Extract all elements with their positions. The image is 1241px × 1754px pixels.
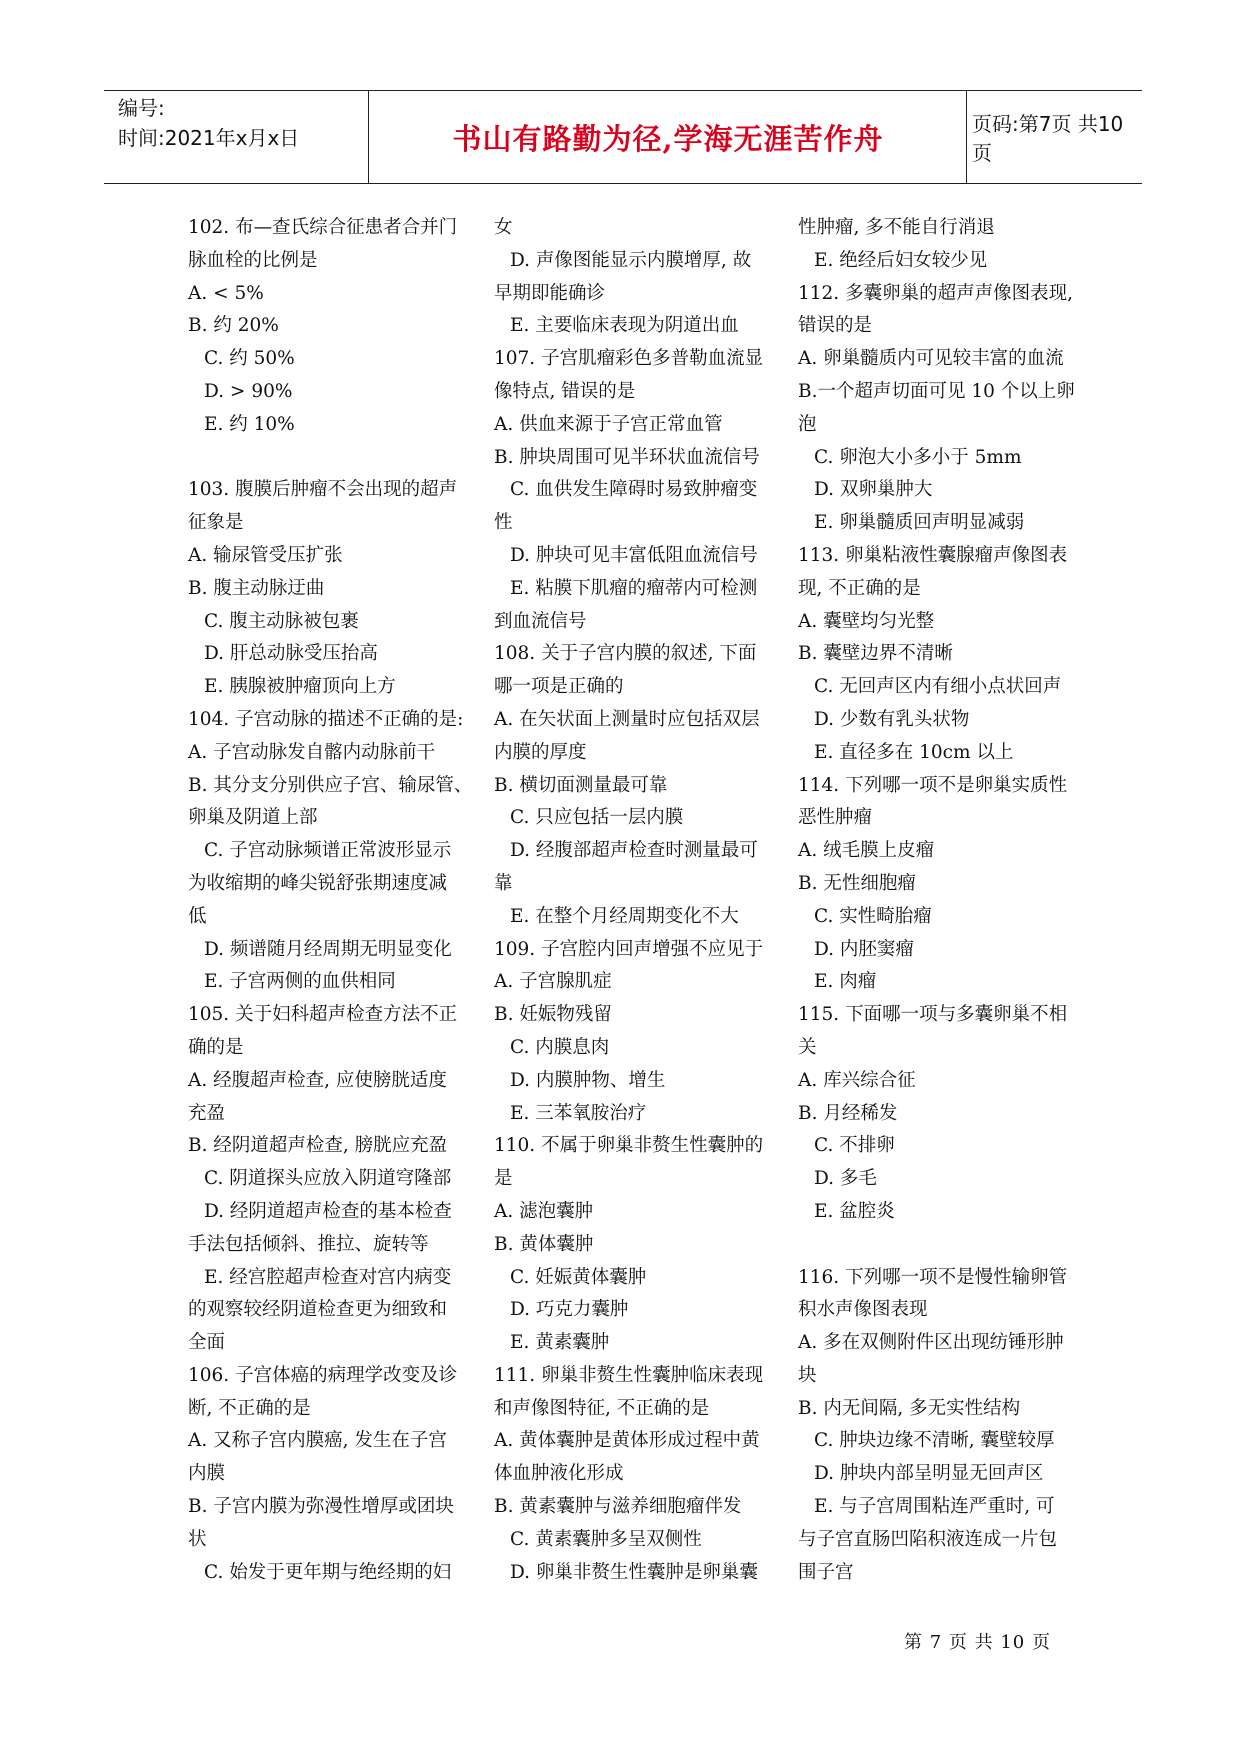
question-line: A. 输尿管受压扩张 — [188, 544, 343, 566]
question-line: 108. 关于子宫内膜的叙述, 下面 — [494, 643, 757, 665]
question-line: 体血肿液化形成 — [494, 1463, 624, 1485]
question-line: E. 盆腔炎 — [814, 1200, 895, 1222]
question-line: B. 经阴道超声检查, 膀胱应充盈 — [188, 1135, 448, 1157]
question-line: C. 无回声区内有细小点状回声 — [814, 676, 1062, 698]
question-line: 115. 下面哪一项与多囊卵巢不相 — [798, 1004, 1068, 1026]
question-line: A. 在矢状面上测量时应包括双层 — [494, 708, 760, 730]
question-line: A. < 5% — [188, 282, 264, 304]
question-line: 到血流信号 — [494, 610, 587, 632]
header-page-code: 页码:第7页 共10页 — [972, 112, 1124, 165]
question-line: B.一个超声切面可见 10 个以上卵 — [798, 380, 1075, 402]
question-line: 断, 不正确的是 — [188, 1397, 311, 1419]
question-line: 106. 子宫体癌的病理学改变及诊 — [188, 1364, 458, 1386]
question-line: 卵巢及阴道上部 — [188, 807, 318, 829]
question-line: 105. 关于妇科超声检查方法不正 — [188, 1004, 458, 1026]
question-line: A. 经腹超声检查, 应使膀胱适度 — [188, 1069, 447, 1091]
page-footer: 第 7 页 共 10 页 — [904, 1632, 1051, 1653]
question-line: 性 — [494, 512, 513, 534]
question-line: A. 又称子宫内膜癌, 发生在子宫 — [188, 1430, 447, 1452]
question-line: A. 黄体囊肿是黄体形成过程中黄 — [494, 1430, 760, 1452]
question-line: C. 子宫动脉频谱正常波形显示 — [204, 840, 452, 862]
question-line: 内膜的厚度 — [494, 741, 587, 763]
question-line: A. 绒毛膜上皮瘤 — [798, 840, 935, 862]
question-line: D. 经腹部超声检查时测量最可 — [510, 840, 758, 862]
question-line: E. 肉瘤 — [814, 971, 877, 993]
question-line: B. 黄素囊肿与滋养细胞瘤伴发 — [494, 1496, 742, 1518]
question-line: 112. 多囊卵巢的超声声像图表现, — [798, 282, 1073, 304]
question-line: B. 腹主动脉迂曲 — [188, 577, 325, 599]
question-line: E. 黄素囊肿 — [510, 1332, 610, 1354]
text-column-2 — [494, 212, 770, 1589]
question-line: C. 肿块边缘不清晰, 囊壁较厚 — [814, 1430, 1055, 1452]
question-line: 113. 卵巢粘液性囊腺瘤声像图表 — [798, 544, 1068, 566]
question-line: 的观察较经阴道检查更为细致和 — [188, 1299, 448, 1321]
question-line: D. 内胚窦瘤 — [814, 938, 914, 960]
question-line: E. 与子宫周围粘连严重时, 可 — [814, 1496, 1055, 1518]
question-line: 111. 卵巢非赘生性囊肿临床表现 — [494, 1364, 764, 1386]
header-meta — [118, 93, 368, 153]
question-line: 块 — [798, 1364, 817, 1386]
question-line: 征象是 — [188, 512, 244, 534]
question-line: A. 多在双侧附件区出现纺锤形肿 — [798, 1332, 1064, 1354]
question-line: 与子宫直肠凹陷积液连成一片包 — [798, 1528, 1058, 1550]
question-line: D. 内膜肿物、增生 — [510, 1069, 666, 1091]
question-line: B. 妊娠物残留 — [494, 1004, 612, 1026]
question-line: 104. 子宫动脉的描述不正确的是: — [188, 708, 464, 730]
header-divider-left — [368, 91, 369, 183]
question-line: E. 子宫两侧的血供相同 — [204, 971, 396, 993]
question-line: B. 月经稀发 — [798, 1102, 898, 1124]
question-line: E. 粘膜下肌瘤的瘤蒂内可检测 — [510, 577, 758, 599]
question-line: C. 腹主动脉被包裹 — [204, 610, 359, 632]
question-line: C. 卵泡大小多小于 5mm — [814, 446, 1022, 468]
question-line: 围子宫 — [798, 1561, 854, 1583]
question-line: A. 子宫动脉发自髂内动脉前干 — [188, 741, 436, 763]
question-line: 性肿瘤, 多不能自行消退 — [798, 217, 995, 238]
question-line: D. 卵巢非赘生性囊肿是卵巢囊 — [510, 1561, 758, 1583]
question-line: 错误的是 — [798, 315, 873, 337]
question-line: A. 库兴综合征 — [798, 1069, 916, 1091]
question-line: D. 肿块可见丰富低阻血流信号 — [510, 544, 758, 566]
question-line: C. 始发于更年期与绝经期的妇 — [204, 1561, 452, 1583]
question-line: B. 囊壁边界不清晰 — [798, 643, 953, 665]
question-line: E. 绝经后妇女较少见 — [814, 249, 988, 271]
question-line: 状 — [188, 1528, 207, 1550]
question-line: 哪一项是正确的 — [494, 676, 624, 698]
question-line: A. 子宫腺肌症 — [494, 971, 612, 993]
question-line: C. 约 50% — [204, 348, 295, 370]
question-line: D. 巧克力囊肿 — [510, 1299, 629, 1321]
question-line: B. 其分支分别供应子宫、输尿管、 — [188, 774, 473, 796]
question-line: 低 — [188, 905, 207, 927]
question-line: B. 无性细胞瘤 — [798, 872, 916, 894]
question-line: D. 少数有乳头状物 — [814, 708, 970, 730]
question-line: 107. 子宫肌瘤彩色多普勒血流显 — [494, 348, 764, 370]
question-line: C. 阴道探头应放入阴道穹隆部 — [204, 1168, 452, 1190]
question-line: D. 肿块内部呈明显无回声区 — [814, 1463, 1044, 1485]
document-number-label: 编号: — [118, 96, 165, 120]
question-line: C. 内膜息肉 — [510, 1036, 610, 1058]
question-line: E. 在整个月经周期变化不大 — [510, 905, 739, 927]
question-line: E. 经宫腔超声检查对宫内病变 — [204, 1266, 452, 1288]
question-line: D. > 90% — [204, 380, 293, 402]
question-line: B. 黄体囊肿 — [494, 1233, 594, 1255]
question-line: 116. 下列哪一项不是慢性输卵管 — [798, 1266, 1068, 1288]
question-line: D. 声像图能显示内膜增厚, 故 — [510, 249, 752, 271]
text-column-1 — [188, 212, 473, 1589]
question-line: A. 供血来源于子宫正常血管 — [494, 413, 723, 435]
question-line: C. 黄素囊肿多呈双侧性 — [510, 1528, 702, 1550]
question-line: B. 横切面测量最可靠 — [494, 774, 668, 796]
question-line: 恶性肿瘤 — [798, 807, 873, 829]
question-line — [188, 442, 464, 475]
question-line: 泡 — [798, 413, 817, 435]
question-line: B. 内无间隔, 多无实性结构 — [798, 1397, 1021, 1419]
question-line: 积水声像图表现 — [798, 1299, 928, 1321]
document-date: 时间:2021年x月x日 — [118, 126, 300, 150]
question-line: 像特点, 错误的是 — [494, 380, 636, 402]
header-divider-right — [966, 91, 967, 183]
question-line: 为收缩期的峰尖锐舒张期速度减 — [188, 872, 448, 894]
question-line: E. 三苯氧胺治疗 — [510, 1102, 647, 1124]
question-line: 是 — [494, 1168, 513, 1190]
question-line: A. 卵巢髓质内可见较丰富的血流 — [798, 348, 1064, 370]
text-column-3 — [798, 212, 1074, 1589]
question-line: 110. 不属于卵巢非赘生性囊肿的 — [494, 1135, 764, 1157]
question-line: E. 约 10% — [204, 413, 295, 435]
question-line: D. 肝总动脉受压抬高 — [204, 643, 378, 665]
question-line: 确的是 — [188, 1036, 244, 1058]
question-line: 现, 不正确的是 — [798, 577, 921, 599]
question-line: 102. 布—查氏综合征患者合并门 — [188, 217, 458, 238]
question-line: D. 双卵巢肿大 — [814, 479, 933, 501]
question-line: E. 卵巢髓质回声明显减弱 — [814, 512, 1025, 534]
question-line: 103. 腹膜后肿瘤不会出现的超声 — [188, 479, 458, 501]
question-line: 靠 — [494, 872, 513, 894]
question-line: 脉血栓的比例是 — [188, 249, 318, 271]
question-line: 充盈 — [188, 1102, 226, 1124]
question-line: D. 经阴道超声检查的基本检查 — [204, 1200, 452, 1222]
question-line: 全面 — [188, 1332, 226, 1354]
question-line: E. 直径多在 10cm 以上 — [814, 741, 1014, 763]
question-line: E. 胰腺被肿瘤顶向上方 — [204, 676, 396, 698]
question-line: 114. 下列哪一项不是卵巢实质性 — [798, 774, 1068, 796]
question-line: D. 频谱随月经周期无明显变化 — [204, 938, 452, 960]
question-line: B. 肿块周围可见半环状血流信号 — [494, 446, 760, 468]
question-line: 手法包括倾斜、推拉、旋转等 — [188, 1233, 429, 1255]
page-header — [104, 90, 1142, 184]
question-line: 关 — [798, 1036, 817, 1058]
question-line: B. 约 20% — [188, 315, 279, 337]
question-line: D. 多毛 — [814, 1168, 877, 1190]
question-line: A. 滤泡囊肿 — [494, 1200, 594, 1222]
question-line: 内膜 — [188, 1463, 226, 1485]
question-line: 早期即能确诊 — [494, 282, 606, 304]
question-line — [798, 1229, 1074, 1262]
question-line: C. 不排卵 — [814, 1135, 895, 1157]
question-line: C. 血供发生障碍时易致肿瘤变 — [510, 479, 758, 501]
question-line: 和声像图特征, 不正确的是 — [494, 1397, 710, 1419]
question-line: C. 妊娠黄体囊肿 — [510, 1266, 647, 1288]
header-motto: 书山有路勤为径,学海无涯苦作舟 — [452, 121, 884, 156]
question-line: C. 只应包括一层内膜 — [510, 807, 684, 829]
question-line: E. 主要临床表现为阴道出血 — [510, 315, 739, 337]
question-line: B. 子宫内膜为弥漫性增厚或团块 — [188, 1496, 454, 1518]
question-line: C. 实性畸胎瘤 — [814, 905, 932, 927]
question-line: 109. 子宫腔内回声增强不应见于 — [494, 938, 764, 960]
question-line: A. 囊壁均匀光整 — [798, 610, 935, 632]
question-line: 女 — [494, 217, 513, 238]
